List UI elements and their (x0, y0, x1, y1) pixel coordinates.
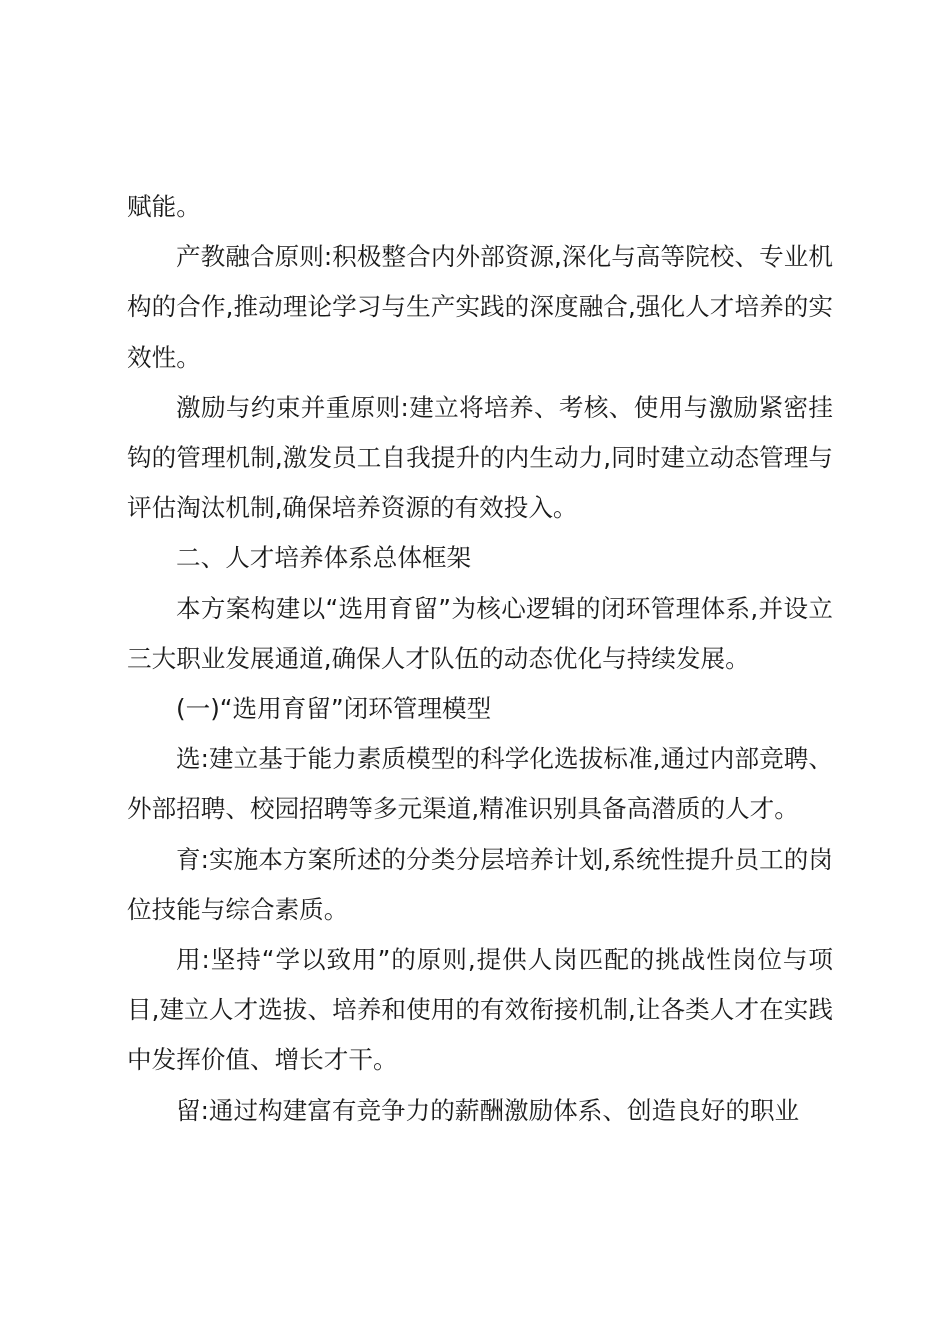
paragraph-retain: 留:通过构建富有竞争力的薪酬激励体系、创造良好的职业 (176, 1095, 800, 1125)
paragraph-incentive-constraint-principle: 激励与约束并重原则:建立将培养、考核、使用与激励紧密挂钩的管理机制,激发员工自我提升的内生动力,同时建立动态管理与评估淘汰机制,确保培养资源的有效投入。 (127, 392, 833, 523)
subsection-heading-closed-loop-model: (一)“选用育留”闭环管理模型 (176, 694, 492, 724)
paragraph-develop: 育:实施本方案所述的分类分层培养计划,系统性提升员工的岗位技能与综合素质。 (127, 844, 833, 924)
paragraph-select: 选:建立基于能力素质模型的科学化选拔标准,通过内部竞聘、外部招聘、校园招聘等多元渠道,精准识别具备高潜质的人才。 (127, 744, 833, 824)
paragraph-framework-intro: 本方案构建以“选用育留”为核心逻辑的闭环管理体系,并设立三大职业发展通道,确保人才队伍的动态优化与持续发展。 (127, 593, 833, 673)
paragraph-continuation: 赋能。 (127, 192, 201, 221)
paragraph-industry-education-principle: 产教融合原则:积极整合内外部资源,深化与高等院校、专业机构的合作,推动理论学习与生产实践的深度融合,强化人才培养的实效性。 (127, 242, 833, 372)
paragraph-use: 用:坚持“学以致用”的原则,提供人岗匹配的挑战性岗位与项目,建立人才选拔、培养和使用的有效衔接机制,让各类人才在实践中发挥价值、增长才干。 (127, 945, 833, 1075)
section-heading-framework: 二、人才培养体系总体框架 (176, 543, 472, 573)
document-body (127, 182, 833, 1136)
